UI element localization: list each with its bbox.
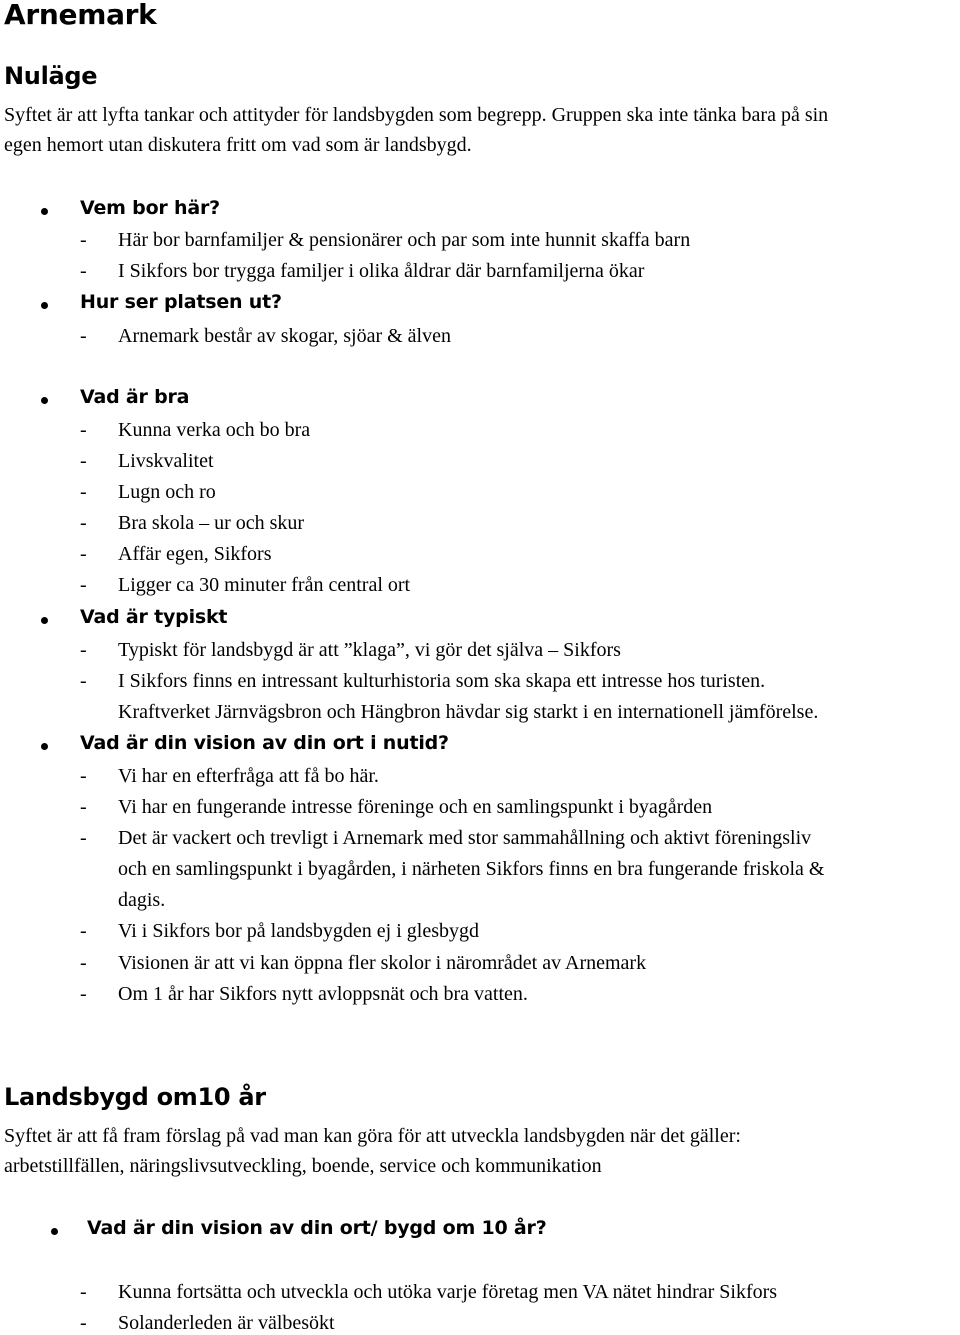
- list-item-continuation: dagis.: [118, 889, 166, 911]
- dash-marker: -: [80, 639, 87, 661]
- question-vad-ar-typiskt: Vad är typiskt: [80, 606, 228, 628]
- dash-marker: -: [80, 1281, 87, 1303]
- list-item: I Sikfors bor trygga familjer i olika åldrar där barnfamiljerna ökar: [118, 260, 645, 282]
- list-item: Här bor barnfamiljer & pensionärer och par som inte hunnit skaffa barn: [118, 229, 691, 251]
- dash-marker: -: [80, 481, 87, 503]
- question-vision-10-ar: Vad är din vision av din ort/ bygd om 10 år?: [87, 1217, 547, 1239]
- dash-marker: -: [80, 796, 87, 818]
- list-item: Arnemark består av skogar, sjöar & älven: [118, 325, 451, 347]
- question-vem-bor-har: Vem bor här?: [80, 197, 220, 219]
- list-item: Vi i Sikfors bor på landsbygden ej i glesbygd: [118, 920, 479, 942]
- intro-line-1: Syftet är att få fram förslag på vad man kan göra för att utveckla landsbygden när det gäller:: [4, 1125, 741, 1147]
- list-item: Vi har en fungerande intresse föreninge och en samlingspunkt i byagården: [118, 796, 713, 818]
- list-item: Livskvalitet: [118, 450, 214, 472]
- dash-marker: -: [80, 450, 87, 472]
- list-item: Bra skola – ur och skur: [118, 512, 305, 534]
- section-heading-nulage: Nuläge: [4, 62, 98, 90]
- dash-marker: -: [80, 983, 87, 1005]
- dash-marker: -: [80, 670, 87, 692]
- list-item: Ligger ca 30 minuter från central ort: [118, 574, 411, 596]
- dash-marker: -: [80, 419, 87, 441]
- question-hur-ser-platsen-ut: Hur ser platsen ut?: [80, 291, 282, 313]
- bullet-icon: [41, 617, 48, 624]
- dash-marker: -: [80, 325, 87, 347]
- intro-line-2: egen hemort utan diskutera fritt om vad som är landsbygd.: [4, 134, 472, 156]
- list-item: Visionen är att vi kan öppna fler skolor i närområdet av Arnemark: [118, 952, 647, 974]
- dash-marker: -: [80, 543, 87, 565]
- dash-marker: -: [80, 260, 87, 282]
- list-item: Det är vackert och trevligt i Arnemark med stor sammahållning och aktivt föreningsliv: [118, 827, 812, 849]
- bullet-icon: [41, 302, 48, 309]
- dash-marker: -: [80, 920, 87, 942]
- dash-marker: -: [80, 952, 87, 974]
- list-item: I Sikfors finns en intressant kulturhistoria som ska skapa ett intresse hos turisten.: [118, 670, 766, 692]
- list-item: Affär egen, Sikfors: [118, 543, 272, 565]
- list-item: Kunna verka och bo bra: [118, 419, 311, 441]
- question-vad-ar-bra: Vad är bra: [80, 386, 190, 408]
- list-item: Vi har en efterfråga att få bo här.: [118, 765, 379, 787]
- dash-marker: -: [80, 229, 87, 251]
- bullet-icon: [41, 397, 48, 404]
- dash-marker: -: [80, 765, 87, 787]
- list-item: Solanderleden är välbesökt: [118, 1312, 335, 1334]
- question-vision-nutid: Vad är din vision av din ort i nutid?: [80, 732, 449, 754]
- dash-marker: -: [80, 1312, 87, 1334]
- section-heading-landsbygd: Landsbygd om10 år: [4, 1083, 266, 1111]
- list-item-continuation: Kraftverket Järnvägsbron och Hängbron hävdar sig starkt i en internationell jämförelse.: [118, 701, 819, 723]
- list-item: Typiskt för landsbygd är att ”klaga”, vi gör det själva – Sikfors: [118, 639, 621, 661]
- bullet-icon: [51, 1228, 58, 1235]
- dash-marker: -: [80, 512, 87, 534]
- list-item: Om 1 år har Sikfors nytt avloppsnät och bra vatten.: [118, 983, 528, 1005]
- document-title: Arnemark: [4, 0, 157, 31]
- bullet-icon: [41, 743, 48, 750]
- dash-marker: -: [80, 574, 87, 596]
- intro-line-1: Syftet är att lyfta tankar och attityder för landsbygden som begrepp. Gruppen ska inte tänka bara på sin: [4, 104, 829, 126]
- bullet-icon: [41, 208, 48, 215]
- list-item: Lugn och ro: [118, 481, 216, 503]
- list-item: Kunna fortsätta och utveckla och utöka varje företag men VA nätet hindrar Sikfors: [118, 1281, 778, 1303]
- intro-line-2: arbetstillfällen, näringslivsutveckling, boende, service och kommunikation: [4, 1155, 602, 1177]
- dash-marker: -: [80, 827, 87, 849]
- list-item-continuation: och en samlingspunkt i byagården, i närheten Sikfors finns en bra fungerande friskola &: [118, 858, 825, 880]
